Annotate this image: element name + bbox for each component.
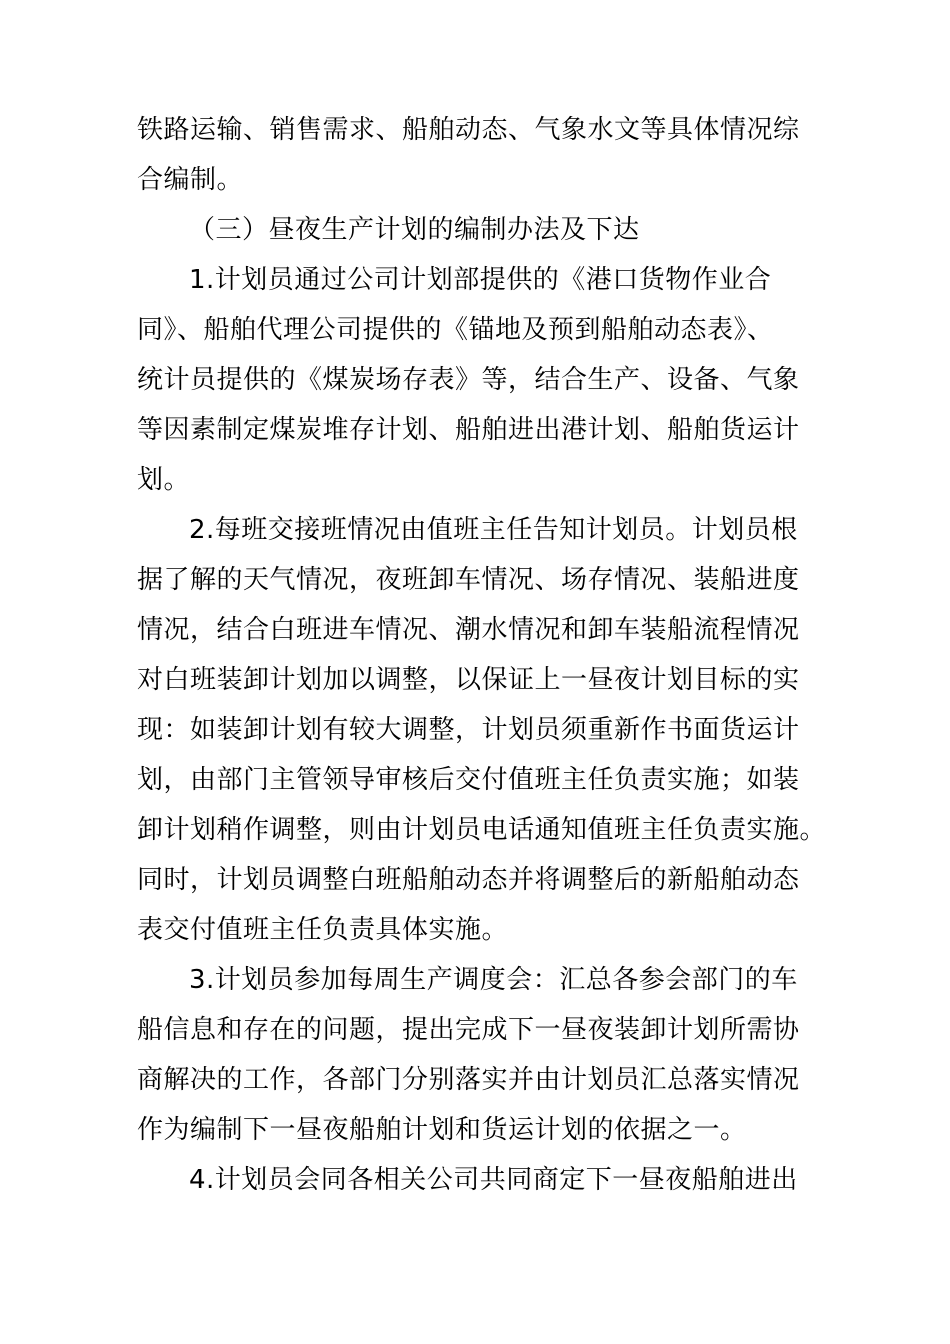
item-1-line-3: 统计员提供的《煤炭场存表》等，结合生产、设备、气象 [137, 365, 800, 395]
item-2-line-4: 对白班装卸计划加以调整，以保证上一昼夜计划目标的实 [137, 665, 800, 695]
item-3-line-1: 3.计划员参加每周生产调度会：汇总各参会部门的车 [189, 965, 798, 995]
item-2-line-3: 情况，结合白班进车情况、潮水情况和卸车装船流程情况 [137, 615, 800, 645]
intro-line-1: 铁路运输、销售需求、船舶动态、气象水文等具体情况综 [137, 115, 800, 145]
item-3-line-2: 船信息和存在的问题，提出完成下一昼夜装卸计划所需协 [137, 1015, 800, 1045]
section-heading: （三）昼夜生产计划的编制办法及下达 [189, 215, 640, 245]
item-2-line-7: 卸计划稍作调整，则由计划员电话通知值班主任负责实施。 [137, 815, 827, 845]
item-1-line-2: 同》、船舶代理公司提供的《锚地及预到船舶动态表》、 [137, 315, 774, 345]
item-2-line-6: 划，由部门主管领导审核后交付值班主任负责实施；如装 [137, 765, 800, 795]
item-2-line-8: 同时，计划员调整白班船舶动态并将调整后的新船舶动态 [137, 865, 800, 895]
item-2-line-9: 表交付值班主任负责具体实施。 [137, 915, 509, 945]
item-3-line-3: 商解决的工作，各部门分别落实并由计划员汇总落实情况 [137, 1065, 800, 1095]
item-1-line-4: 等因素制定煤炭堆存计划、船舶进出港计划、船舶货运计 [137, 415, 800, 445]
item-2-line-5: 现：如装卸计划有较大调整，计划员须重新作书面货运计 [137, 715, 800, 745]
item-2-line-2: 据了解的天气情况，夜班卸车情况、场存情况、装船进度 [137, 565, 800, 595]
intro-line-2: 合编制。 [137, 165, 244, 195]
item-1-line-5: 划。 [137, 465, 191, 495]
item-3-line-4: 作为编制下一昼夜船舶计划和货运计划的依据之一。 [137, 1115, 747, 1145]
item-4-line-1: 4.计划员会同各相关公司共同商定下一昼夜船舶进出 [189, 1165, 798, 1195]
item-1-line-1: 1.计划员通过公司计划部提供的《港口货物作业合 [189, 265, 772, 295]
item-2-line-1: 2.每班交接班情况由值班主任告知计划员。计划员根 [189, 515, 798, 545]
